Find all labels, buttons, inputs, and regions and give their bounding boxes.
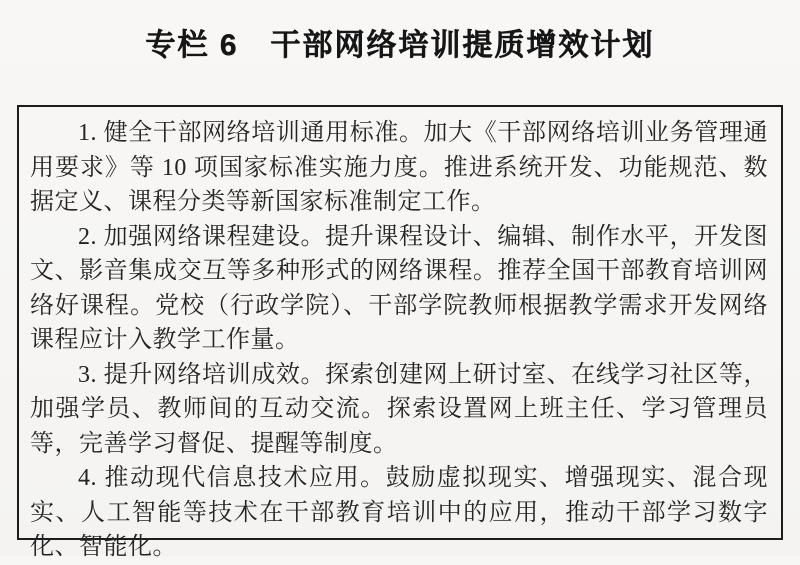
paragraph: 1. 健全干部网络培训通用标准。加大《干部网络培训业务管理通用要求》等 10 项国家标准实施力度。推进系统开发、功能规范、数据定义、课程分类等新国家标准制定工作。 bbox=[30, 120, 768, 215]
paragraph: 2. 加强网络课程建设。提升课程设计、编辑、制作水平，开发图文、影音集成交互等多种形式的网络课程。推荐全国干部教育培训网络好课程。党校（行政学院）、干部学院教师根据教学需求开发网络课程应计入教学工作量。 bbox=[30, 223, 768, 353]
paragraph: 4. 推动现代信息技术应用。鼓励虚拟现实、增强现实、混合现实、人工智能等技术在干部教育培训中的应用，推动干部学习数字化、智能化。 bbox=[30, 465, 768, 560]
content-box bbox=[17, 105, 783, 560]
paragraph: 3. 提升网络培训成效。探索创建网上研讨室、在线学习社区等，加强学员、教师间的互动交流。探索设置网上班主任、学习管理员等，完善学习督促、提醒等制度。 bbox=[30, 361, 768, 457]
page-title: 专栏 6 干部网络培训提质增效计划 bbox=[145, 29, 655, 62]
